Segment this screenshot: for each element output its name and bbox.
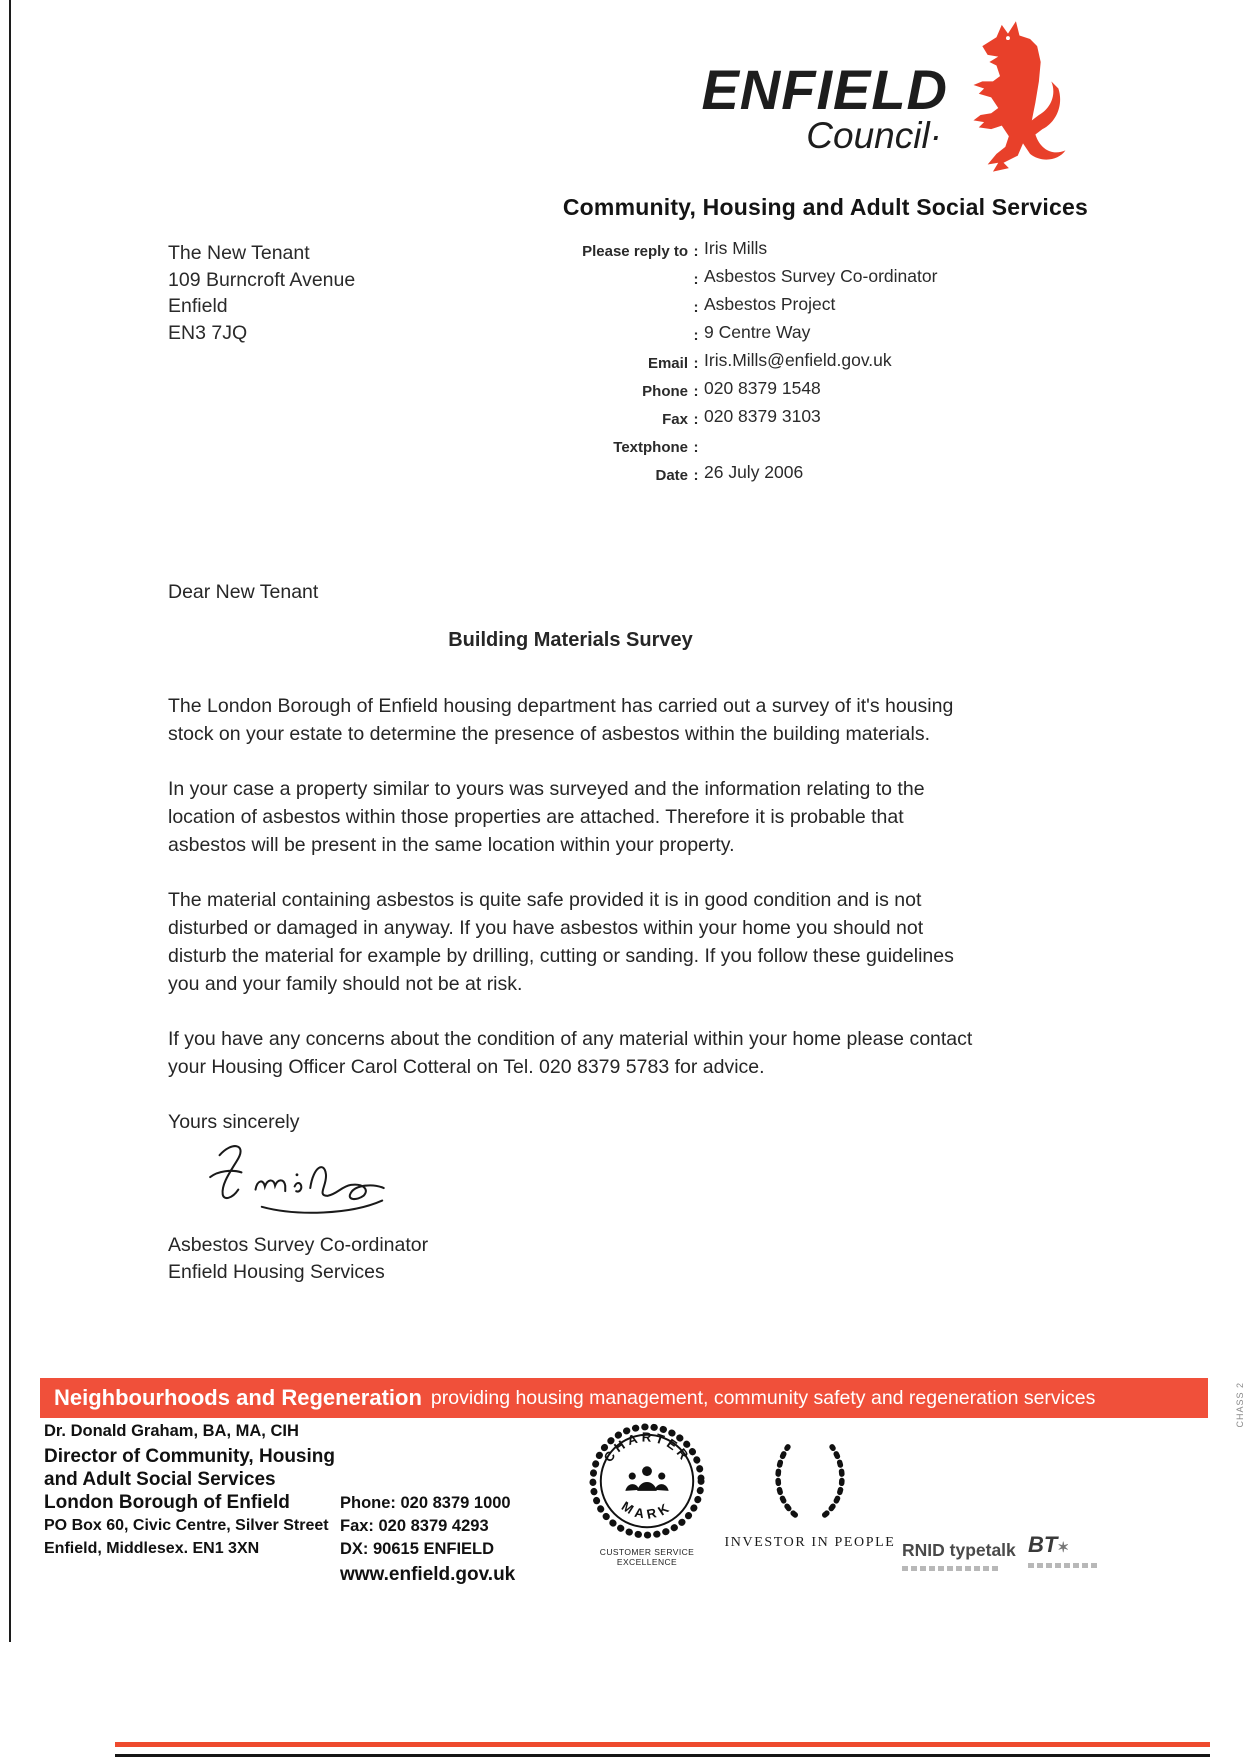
footer-address-line1: PO Box 60, Civic Centre, Silver Street [44,1517,329,1534]
contact-colon: : [693,467,699,484]
director-role-line2: and Adult Social Services [44,1469,276,1490]
charter-arc-top-text: CHARTER [600,1429,694,1465]
contact-colon: : [693,383,699,400]
footer-director-block [44,1422,335,1560]
contact-colon: : [693,271,699,288]
bottom-scan-edge [115,1754,1210,1757]
recipient-address-line: Enfield [168,295,228,317]
contact-colon: : [693,327,699,344]
enfield-beast-icon [948,16,1098,184]
letter-body [168,578,973,1286]
recipient-address [168,240,355,346]
charter-caption: CUSTOMER SERVICE EXCELLENCE [599,1547,695,1567]
letter-paragraph: The material containing asbestos is quite safe provided it is in good condition and is not disturbed or damaged in anyway. If you have asbestos within your home you should not disturb the material for example by drilling, cutting or sanding. If you follow these guidelines you and your family should not be at risk. [168,889,954,995]
enfield-logo [701,16,1098,184]
contact-row [556,404,937,432]
services-banner [40,1378,1208,1418]
footer-website: www.enfield.gov.uk [340,1564,516,1585]
department-title: Community, Housing and Adult Social Services [562,194,1088,220]
contact-label: Email [647,355,688,372]
contact-details [556,236,937,488]
contact-label: Textphone [613,439,688,456]
closing: Yours sincerely [168,1111,300,1133]
banner-title: Neighbourhoods and Regeneration [54,1385,422,1410]
letter-paragraph: The London Borough of Enfield housing department has carried out a survey of it's housing stock on your estate to determine the presence of asbestos within the building materials. [168,695,954,745]
signer-org: Enfield Housing Services [168,1261,385,1283]
bt-caption-strip [1028,1563,1098,1568]
laurel-wreath-icon [764,1434,856,1526]
letter-paragraphs [168,692,973,1081]
bt-logo [1028,1532,1098,1568]
charter-mark-logo [580,1422,714,1567]
charter-arc-bottom-text: MARK [618,1498,676,1522]
contact-row [556,376,937,404]
contact-label [556,292,688,320]
footer-address-line2: Enfield, Middlesex. EN1 3XN [44,1540,260,1557]
letter-paragraph: If you have any concerns about the condition of any material within your home please contact your Housing Officer Carol Cotteral on Tel. 020 8379 5783 for advice. [168,1028,973,1078]
contact-value: Asbestos Survey Co-ordinator [704,266,938,286]
recipient-address-line: EN3 7JQ [168,321,248,344]
contact-label: Fax [662,411,688,428]
letter-paragraph: In your case a property similar to yours was surveyed and the information relating to the location of asbestos within those properties are attached. Therefore it is probable that asbestos will be present in the same location within your property. [168,778,925,856]
contact-label: Date [655,467,688,484]
contact-value: 26 July 2006 [704,462,804,482]
footer-fax: Fax: 020 8379 4293 [340,1517,489,1535]
contact-colon: : [693,299,699,316]
contact-colon: : [693,355,699,372]
signer-title: Asbestos Survey Co-ordinator [168,1234,429,1256]
director-name: Dr. Donald Graham, BA, MA, CIH [44,1422,299,1440]
logo-sub-wordmark: Council· [806,115,942,156]
contact-colon: : [693,439,699,456]
contact-row [556,236,937,264]
scan-edge-line [9,0,11,1642]
contact-row [556,264,937,292]
contact-label [556,264,688,292]
contact-value: 020 8379 3103 [704,406,821,426]
contact-colon: : [693,411,699,428]
rnid-typetalk-label: RNID typetalk [902,1540,1016,1560]
footer-dx: DX: 90615 ENFIELD [340,1540,495,1558]
investor-in-people-label: INVESTOR IN PEOPLE [724,1535,896,1550]
salutation: Dear New Tenant [168,581,319,603]
director-role-line1: Director of Community, Housing [44,1446,335,1467]
footer-phone: Phone: 020 8379 1000 [340,1494,511,1512]
charter-emblem-icon [625,1466,668,1491]
form-reference-label: CHASS 2 [1235,1382,1245,1428]
contact-row [556,348,937,376]
signature-icon [174,1138,973,1232]
investor-in-people-logo [720,1434,900,1551]
contact-value: 020 8379 1548 [704,378,821,398]
contact-label: Please reply to [582,243,688,260]
recipient-address-line: The New Tenant [168,242,310,264]
footer [40,1420,1208,1620]
bt-label: BT [1028,1532,1058,1557]
rnid-caption-strip [902,1566,998,1571]
recipient-address-line: 109 Burncroft Avenue [168,268,356,291]
contact-row [556,432,937,460]
bt-mark-icon: ✶ [1057,1539,1070,1555]
banner-subtitle: providing housing management, community safety and regeneration services [430,1386,1096,1409]
contact-row [556,460,937,488]
contact-label: Phone [642,383,688,400]
contact-value: 9 Centre Way [704,322,811,342]
contact-row [556,292,937,320]
svg-text:MARK [619,1498,675,1522]
contact-colon: : [693,243,699,260]
bottom-red-rule [115,1742,1210,1747]
contact-value: Iris Mills [704,238,768,258]
letter-title: Building Materials Survey [448,629,693,651]
logo-wordmark: ENFIELD [701,58,948,121]
footer-org: London Borough of Enfield [44,1492,290,1513]
contact-value: Asbestos Project [704,294,836,314]
contact-row [556,320,937,348]
contact-value: Iris.Mills@enfield.gov.uk [704,350,892,370]
footer-contact-block [340,1492,515,1586]
contact-label [556,320,688,348]
rnid-typetalk-logo [902,1540,1016,1571]
